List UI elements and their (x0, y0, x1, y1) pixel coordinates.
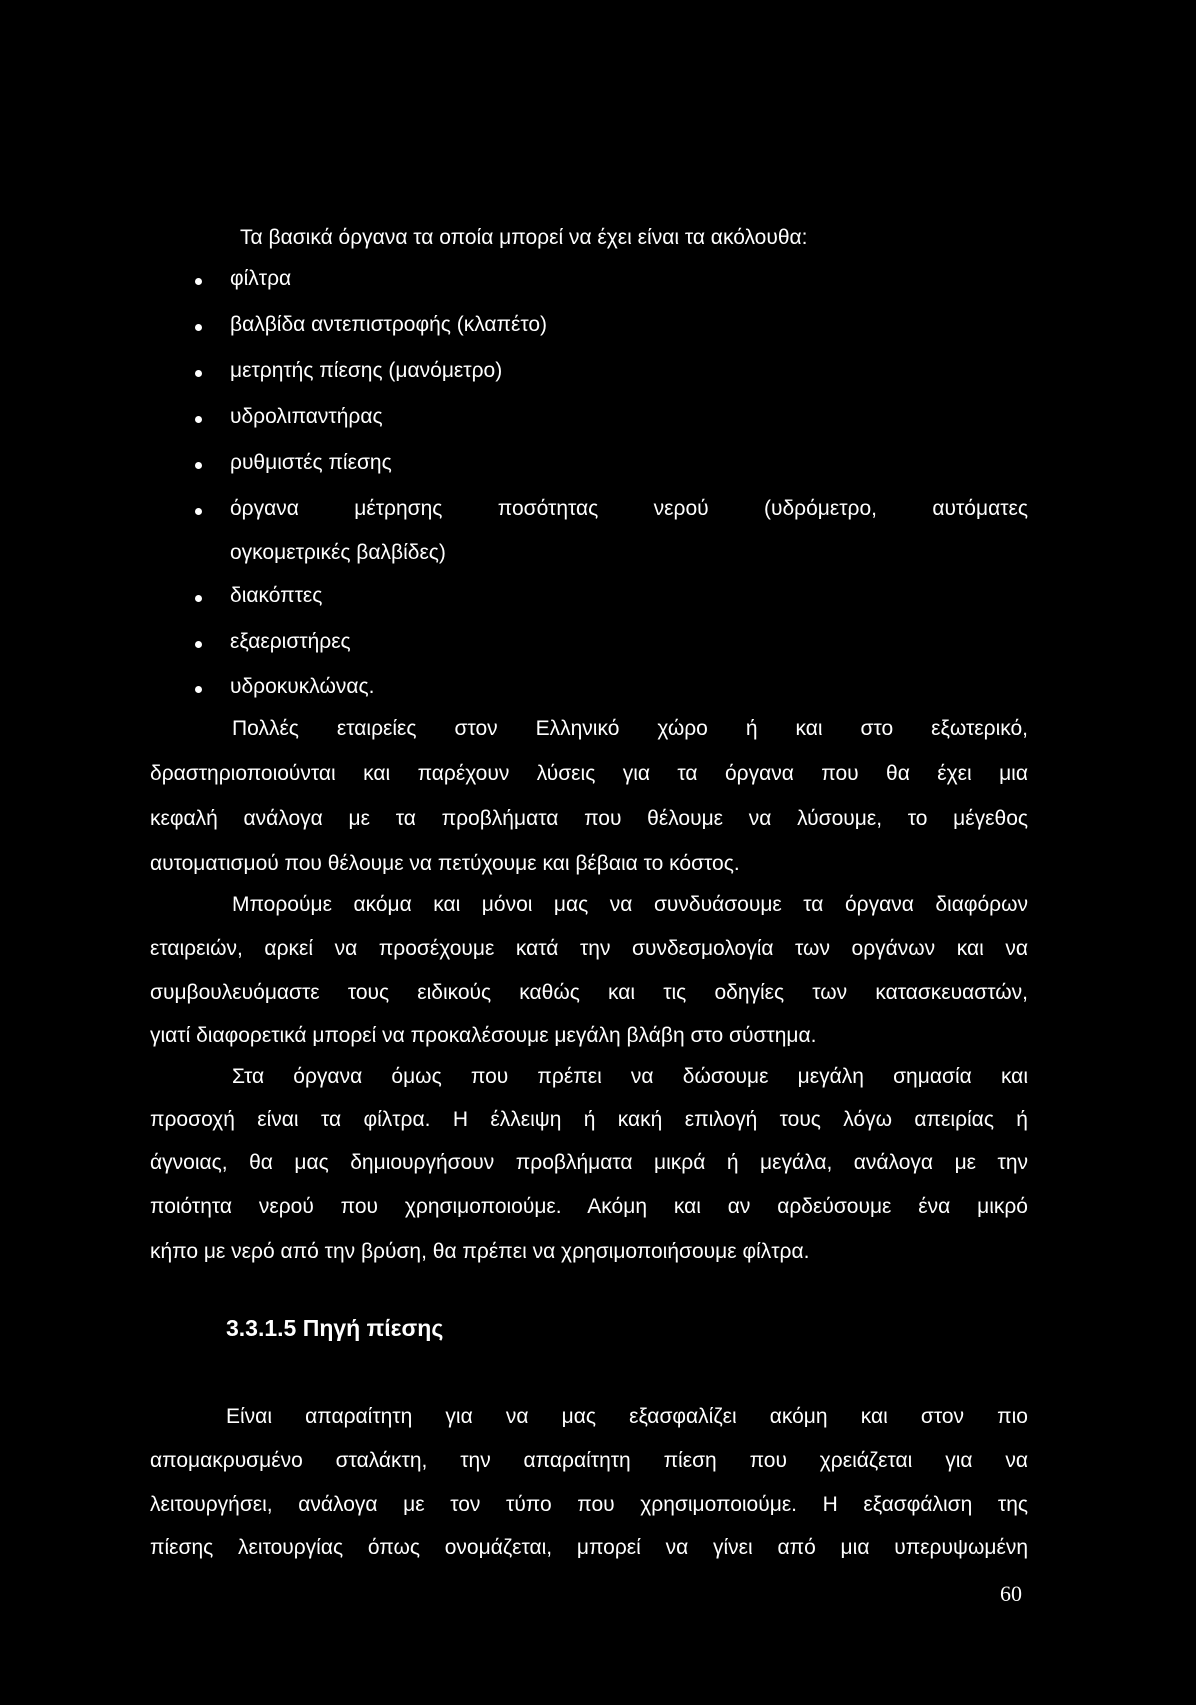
bullet-dot-icon (195, 370, 202, 377)
paragraph-line: Πολλές εταιρείες στον Ελληνικό χώρο ή και στο εξωτερικό, (232, 717, 1028, 740)
list-item-continuation: ογκομετρικές βαλβίδες) (230, 541, 446, 564)
bullet-dot-icon (195, 278, 202, 285)
intro-line: Τα βασικά όργανα τα οποία μπορεί να έχει είναι τα ακόλουθα: (240, 226, 808, 249)
list-item: βαλβίδα αντεπιστροφής (κλαπέτο) (230, 313, 548, 336)
paragraph-line: αυτοματισμού που θέλουμε να πετύχουμε και βέβαια το κόστος. (150, 852, 740, 875)
bullet-dot-icon (195, 462, 202, 469)
list-item: μετρητής πίεσης (μανόμετρο) (230, 359, 503, 382)
paragraph-line: Είναι απαραίτητη για να μας εξασφαλίζει ακόμη και στον πιο (226, 1405, 1028, 1428)
page-number: 60 (1000, 1581, 1022, 1606)
paragraph-line: Μπορούμε ακόμα και μόνοι μας να συνδυάσουμε τα όργανα διαφόρων (232, 893, 1028, 916)
section-heading: 3.3.1.5 Πηγή πίεσης (226, 1315, 444, 1341)
list-item: φίλτρα (230, 267, 292, 290)
paragraph-line: προσοχή είναι τα φίλτρα. Η έλλειψη ή κακή επιλογή τους λόγω απειρίας ή (150, 1108, 1028, 1131)
bullet-dot-icon (195, 641, 202, 648)
list-item: όργανα μέτρησης ποσότητας νερού (υδρόμετρο, αυτόματες (230, 497, 1028, 520)
bullet-dot-icon (195, 324, 202, 331)
list-item: διακόπτες (230, 584, 323, 607)
paragraph-line: κήπο με νερό από την βρύση, θα πρέπει να χρησιμοποιήσουμε φίλτρα. (150, 1240, 810, 1263)
paragraph-line: πίεσης λειτουργίας όπως ονομάζεται, μπορεί να γίνει από μια υπερυψωμένη (150, 1536, 1028, 1559)
paragraph-line: απομακρυσμένο σταλάκτη, την απαραίτητη πίεση που χρειάζεται για να (150, 1449, 1028, 1472)
bullet-dot-icon (195, 686, 202, 693)
paragraph-line: άγνοιας, θα μας δημιουργήσουν προβλήματα μικρά ή μεγάλα, ανάλογα με την (150, 1151, 1028, 1174)
paragraph-line: συμβουλευόμαστε τους ειδικούς καθώς και τις οδηγίες των κατασκευαστών, (150, 981, 1028, 1004)
list-item: ρυθμιστές πίεσης (230, 451, 392, 474)
bullet-dot-icon (195, 508, 202, 515)
list-item: υδροκυκλώνας. (230, 675, 375, 698)
bullet-dot-icon (195, 595, 202, 602)
bullet-dot-icon (195, 416, 202, 423)
paragraph-line: λειτουργήσει, ανάλογα με τον τύπο που χρησιμοποιούμε. Η εξασφάλιση της (150, 1493, 1028, 1516)
paragraph-line: Στα όργανα όμως που πρέπει να δώσουμε μεγάλη σημασία και (232, 1065, 1028, 1088)
paragraph-line: γιατί διαφορετικά μπορεί να προκαλέσουμε μεγάλη βλάβη στο σύστημα. (150, 1024, 817, 1047)
list-item: υδρολιπαντήρας (230, 405, 383, 428)
list-item: εξαεριστήρες (230, 630, 351, 653)
paragraph-line: δραστηριοποιούνται και παρέχουν λύσεις για τα όργανα που θα έχει μια (150, 762, 1028, 785)
paragraph-line: εταιρειών, αρκεί να προσέχουμε κατά την συνδεσμολογία των οργάνων και να (150, 937, 1028, 960)
paragraph-line: ποιότητα νερού που χρησιμοποιούμε. Ακόμη και αν αρδεύσουμε ένα μικρό (150, 1195, 1028, 1218)
paragraph-line: κεφαλή ανάλογα με τα προβλήματα που θέλουμε να λύσουμε, το μέγεθος (150, 807, 1028, 830)
